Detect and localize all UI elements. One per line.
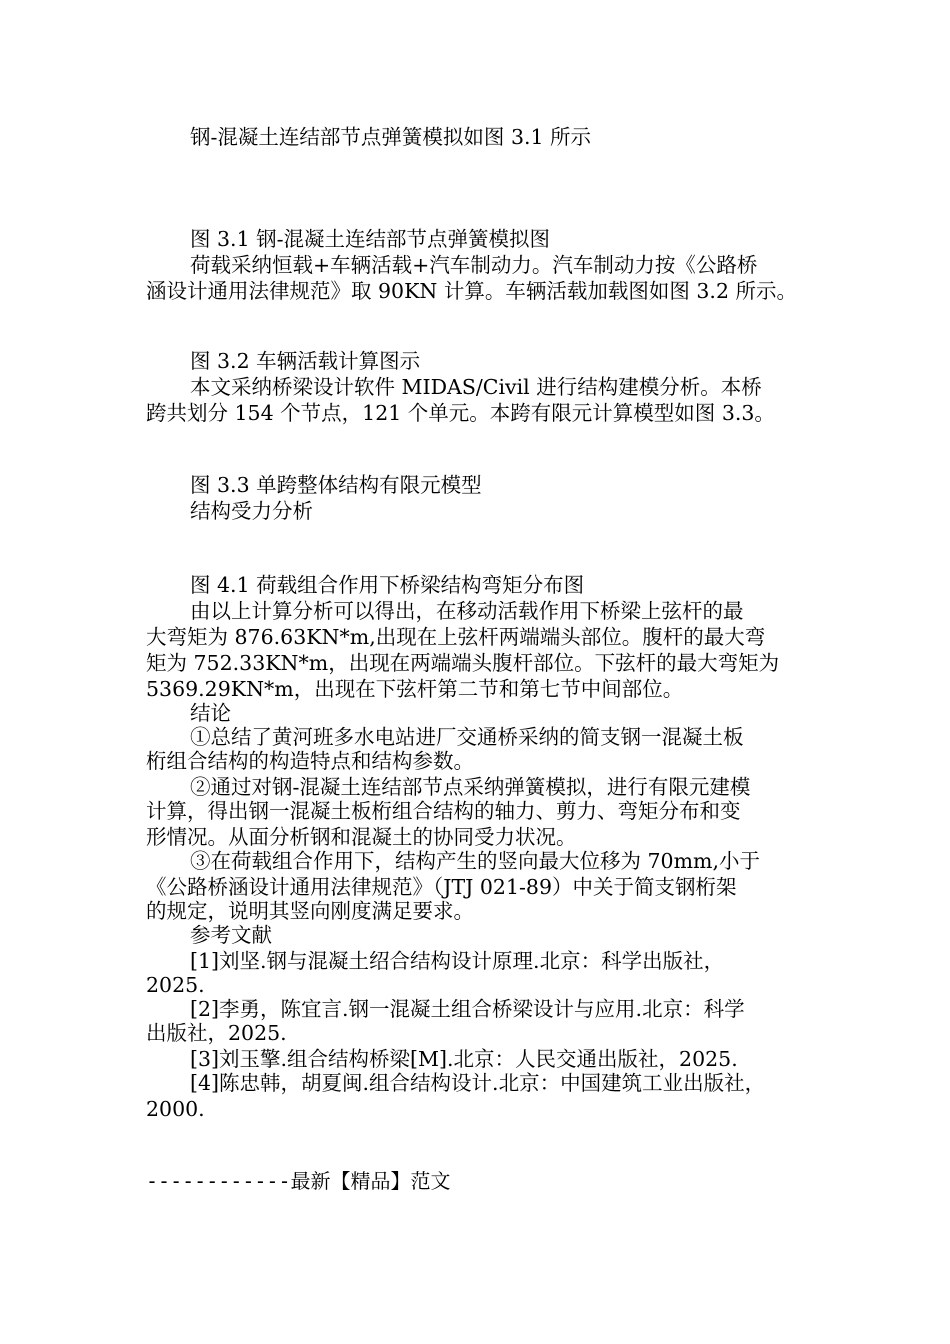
paragraph-model-line-2: 跨共划分 154 个节点，121 个单元。本跨有限元计算模型如图 3.3。 (146, 401, 775, 425)
section-heading-references: 参考文献 (190, 923, 272, 947)
paragraph-model-line-1: 本文采纳桥梁设计软件 MIDAS/Civil 进行结构建模分析。本桥 (190, 375, 762, 399)
section-heading-conclusion: 结论 (190, 701, 231, 725)
figure-caption-3-3: 图 3.3 单跨整体结构有限元模型 (190, 473, 482, 497)
conclusion-1-line-1: ①总结了黄河班多水电站进厂交通桥采纳的简支钢一混凝土板 (190, 725, 744, 749)
reference-4-line-1: [4]陈忠韩，胡夏闽.组合结构设计.北京：中国建筑工业出版社， (190, 1071, 766, 1095)
paragraph-result-line-1: 由以上计算分析可以得出，在移动活载作用下桥梁上弦杆的最 (190, 599, 744, 623)
figure-caption-3-2: 图 3.2 车辆活载计算图示 (190, 349, 421, 373)
paragraph-result-line-2: 大弯矩为 876.63KN*m,出现在上弦杆两端端头部位。腹杆的最大弯 (146, 625, 766, 649)
figure-caption-4-1: 图 4.1 荷载组合作用下桥梁结构弯矩分布图 (190, 573, 585, 597)
conclusion-1-line-2: 桁组合结构的构造特点和结构参数。 (146, 749, 474, 773)
footer-dashes: ------------ (146, 1169, 291, 1193)
paragraph-load-line-1: 荷载采纳恒载+车辆活载+汽车制动力。汽车制动力按《公路桥 (190, 253, 758, 277)
section-heading-analysis: 结构受力分析 (190, 499, 313, 523)
reference-2-line-2: 出版社，2025. (146, 1021, 287, 1045)
conclusion-3-line-2: 《公路桥涵设计通用法律规范》（JTJ 021-89）中关于简支钢桁架 (146, 875, 737, 899)
reference-2-line-1: [2]李勇，陈宜言.钢一混凝土组合桥梁设计与应用.北京：科学 (190, 997, 745, 1021)
reference-1-line-1: [1]刘坚.钢与混凝土绍合结构设计原理.北京：科学出版社， (190, 949, 725, 973)
conclusion-3-line-1: ③在荷载组合作用下，结构产生的竖向最大位移为 70mm,小于 (190, 849, 760, 873)
footer (146, 1168, 451, 1194)
reference-3-line-1: [3]刘玉擎.组合结构桥梁[M].北京：人民交通出版社，2025. (190, 1047, 738, 1071)
conclusion-2-line-1: ②通过对钢-混凝土连结部节点采纳弹簧模拟，进行有限元建模 (190, 775, 751, 799)
figure-caption-3-1: 图 3.1 钢-混凝土连结部节点弹簧模拟图 (190, 227, 551, 251)
reference-1-line-2: 2025. (146, 973, 205, 997)
conclusion-2-line-2: 计算，得出钢一混凝土板桁组合结构的轴力、剪力、弯矩分布和变 (146, 799, 741, 823)
paragraph-load-line-2: 涵设计通用法律规范》取 90KN 计算。车辆活载加载图如图 3.2 所示。 (146, 279, 798, 303)
conclusion-3-line-3: 的规定，说明其竖向刚度满足要求。 (146, 899, 474, 923)
paragraph-result-line-4: 5369.29KN*m，出现在下弦杆第二节和第七节中间部位。 (146, 677, 684, 701)
reference-4-line-2: 2000. (146, 1097, 205, 1121)
paragraph-result-line-3: 矩为 752.33KN*m，出现在两端端头腹杆部位。下弦杆的最大弯矩为 (146, 651, 780, 675)
footer-label: 最新【精品】范文 (290, 1169, 451, 1193)
intro-text: 钢-混凝土连结部节点弹簧模拟如图 3.1 所示 (190, 125, 592, 149)
conclusion-2-line-3: 形情况。从面分析钢和混凝土的协同受力状况。 (146, 825, 577, 849)
